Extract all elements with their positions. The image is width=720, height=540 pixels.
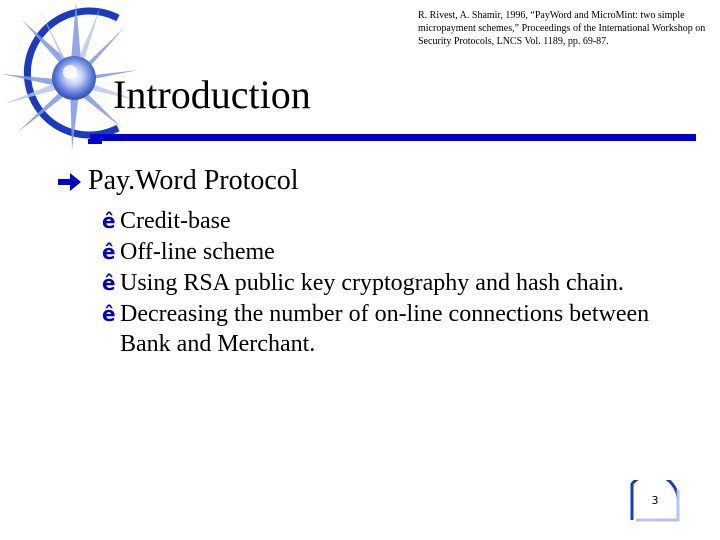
sub-bullet-item: [88, 206, 688, 236]
page-number: 3: [651, 494, 659, 507]
sub-bullet-text: Off-line scheme: [120, 239, 275, 265]
title-underline: [90, 134, 696, 141]
sub-bullet-item: [88, 268, 688, 298]
citation-text: R. Rivest, A. Shamir, 1996, “PayWord and MicroMint: two simple micropayment schemes,” Proceedings of the International Workshop on Security Protocols, LNCS Vol. 1189, pp. 69-87.: [418, 10, 706, 47]
arrow-bullet-icon: [58, 172, 82, 192]
sub-bullet-text: Using RSA public key cryptography and hash chain.: [120, 270, 624, 296]
title-underline-accent: [88, 139, 102, 144]
check-bullet-icon: ê: [102, 240, 116, 264]
bullet-list: [88, 162, 688, 360]
check-bullet-icon: ê: [102, 209, 116, 233]
sub-bullet-text: Credit-base: [120, 208, 231, 234]
sub-bullet-list: [88, 206, 688, 359]
check-bullet-icon: ê: [102, 271, 116, 295]
sub-bullet-text: Decreasing the number of on-line connections between Bank and Merchant.: [120, 301, 650, 357]
page-number-badge: [628, 480, 682, 524]
check-bullet-icon: ê: [102, 302, 116, 326]
sub-bullet-item: [88, 299, 688, 359]
slide-title: Introduction: [113, 72, 311, 117]
bullet-level1-text: Pay.Word Protocol: [88, 165, 299, 196]
sub-bullet-item: [88, 237, 688, 267]
bullet-level1: [88, 162, 688, 200]
